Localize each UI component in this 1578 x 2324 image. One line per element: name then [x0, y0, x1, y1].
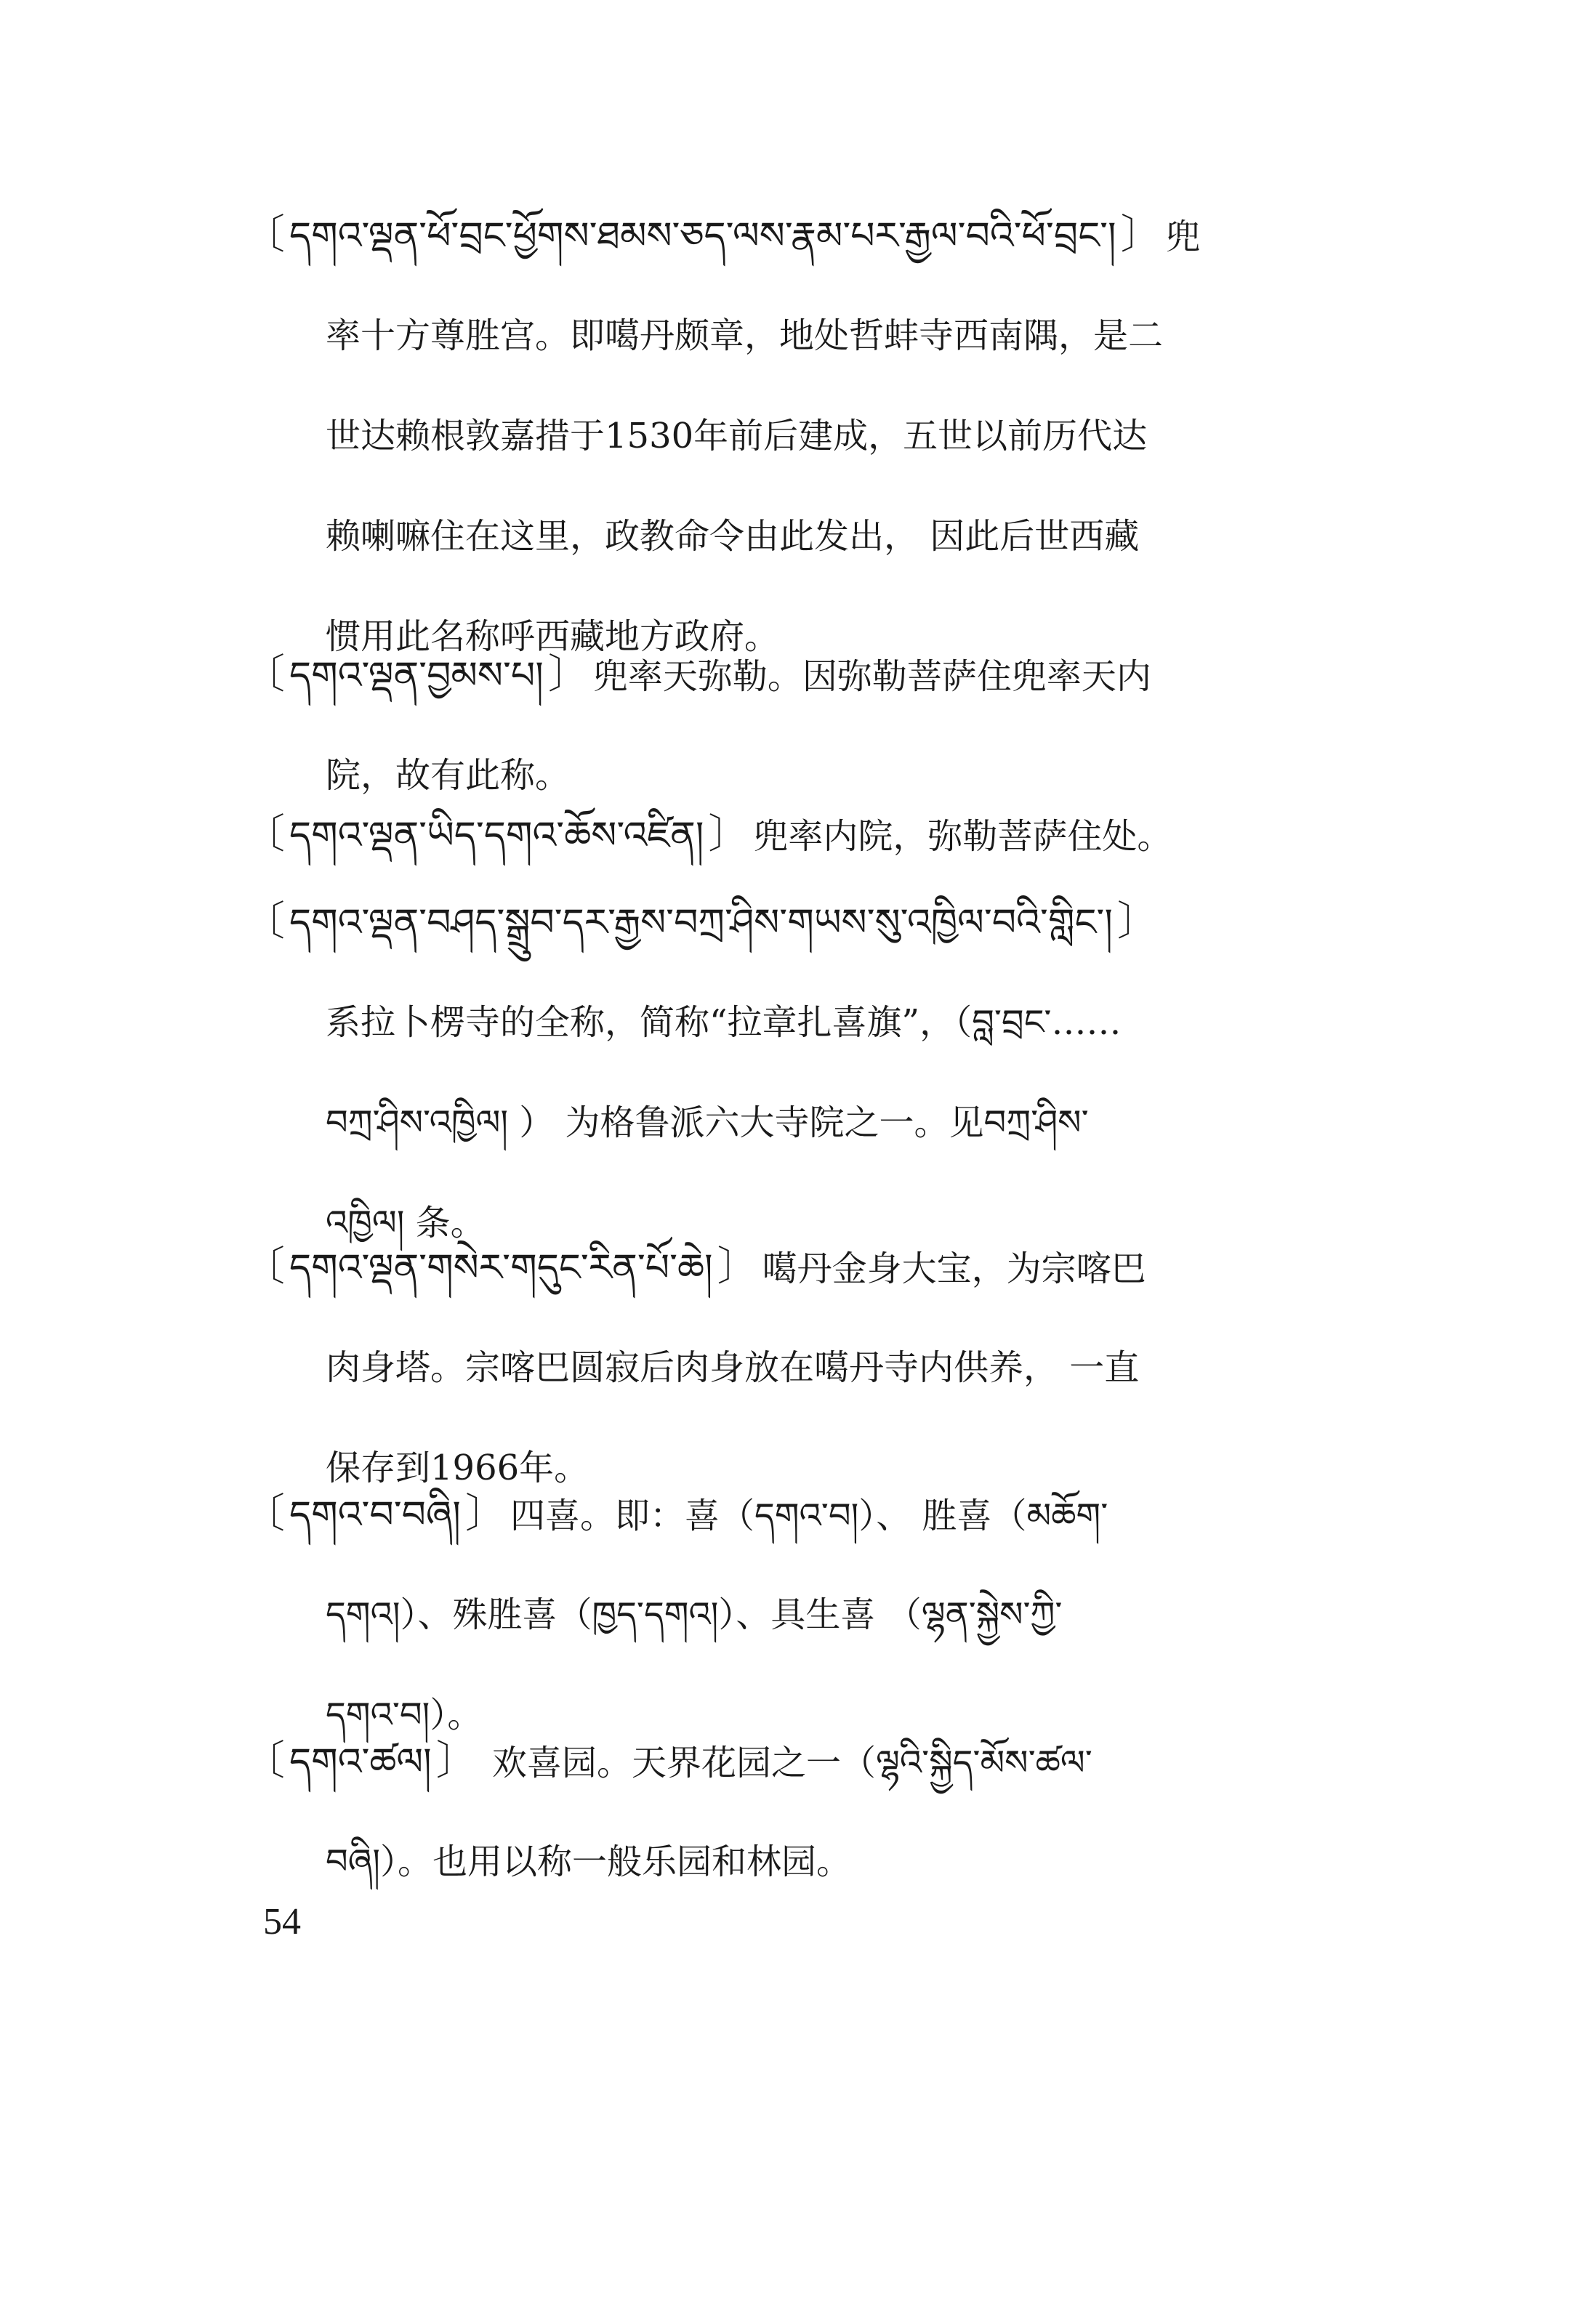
definition-line: 率十方尊胜宫。即噶丹颇章，地处哲蚌寺西南隅，是二 — [326, 315, 1164, 356]
definition-line: བཞི།）。也用以称一般乐园和林园。 — [326, 1841, 852, 1882]
entry-headword-line — [240, 872, 1359, 972]
definition-text: 欢喜园。天界花园之一（ལྷའི་སྐྱིད་མོས་ཚལ་ — [480, 1743, 1092, 1783]
definition-line: 赖喇嘛住在这里，政教命令由此发出， 因此后世西藏 — [326, 516, 1140, 557]
page-number: 54 — [263, 1901, 301, 1942]
close-bracket: 〕 — [717, 1243, 758, 1291]
definition-line: 世达赖根敦嘉措于1530年前后建成，五世以前历代达 — [326, 416, 1148, 456]
open-bracket: 〔 — [244, 1738, 285, 1785]
entry-headword-line — [240, 185, 1359, 286]
close-bracket: 〕 — [464, 1490, 506, 1538]
headword-tibetan: དགའ་ལྡན་བཤད་སྒྲུབ་དར་རྒྱས་བཀྲ་ཤིས་གཡས་སུ་འཁྱིལ་བའི་གླིང་། — [289, 901, 1113, 945]
definition-line: 保存到1966年。 — [326, 1448, 589, 1488]
definition-line: 肉身塔。宗喀巴圆寂后肉身放在噶丹寺内供养， 一直 — [326, 1347, 1140, 1388]
dictionary-entry-1 — [240, 185, 1359, 687]
open-bracket: 〔 — [244, 211, 285, 259]
definition-line: 系拉卜楞寺的全称，简称“拉章扎喜旗”，（བླ་བྲང་…… — [326, 1002, 1122, 1043]
definition-line: བཀྲ་ཤིས་འཁྱིལ། ） 为格鲁派六大寺院之一。见བཀྲ་ཤིས་ — [326, 1102, 1089, 1143]
headword-tibetan: དགའ་ཚལ། — [289, 1740, 432, 1784]
open-bracket: 〔 — [244, 651, 285, 698]
definition-line: 院，故有此称。 — [326, 755, 571, 796]
headword-tibetan: དགའ་ལྡན་ཕོ་བྲང་ཕྱོགས་ཐམས་ཅད་ལས་རྣམ་པར་རྒྱལ་བའི་ཕོ་བྲང་། — [289, 214, 1116, 258]
close-bracket: 〕 — [435, 1738, 477, 1785]
dictionary-entry-4 — [240, 872, 1359, 1273]
dictionary-entry-3 — [240, 785, 1359, 885]
definition-line: 惯用此名称呼西藏地方政府。 — [326, 616, 780, 657]
headword-tibetan: དགའ་ལྡན་བྱམས་པ། — [289, 654, 544, 698]
definition-line: དགའ།）、殊胜喜（ཁྱད་དགའ།）、具生喜 （ལྷན་སྐྱེས་ཀྱི་ — [326, 1594, 1063, 1635]
definition-text: 兜率内院，弥勒菩萨住处。 — [753, 816, 1172, 857]
entry-headword-line — [240, 785, 1359, 885]
open-bracket: 〔 — [244, 898, 285, 945]
definition-line: དགའ་བ།）。 — [326, 1695, 483, 1735]
headword-tibetan: དགའ་ལྡན་གསེར་གདུང་རིན་པོ་ཆེ། — [289, 1246, 713, 1290]
definition-text: 兜率天弥勒。因弥勒菩萨住兜率天内 — [592, 656, 1151, 697]
definition-text: 四喜。即：喜（དགའ་བ།）、 胜喜（མཆོག་ — [510, 1496, 1108, 1536]
headword-tibetan: དགའ་བ་བཞི། — [289, 1493, 461, 1537]
open-bracket: 〔 — [244, 1490, 285, 1538]
entry-headword-line — [240, 1711, 1359, 1812]
headword-tibetan: དགའ་ལྡན་ཡིད་དགའ་ཆོས་འཛིན། — [289, 814, 704, 858]
close-bracket: 〕 — [708, 811, 749, 858]
entry-headword-line — [240, 625, 1359, 725]
close-bracket: 〕 — [1116, 898, 1158, 945]
dictionary-entry-7 — [240, 1711, 1359, 1912]
entry-headword-line — [240, 1464, 1359, 1565]
open-bracket: 〔 — [244, 1243, 285, 1291]
close-bracket: 〕 — [1120, 211, 1162, 259]
definition-line: འཁྱིལ། 条。 — [326, 1203, 486, 1243]
definition-text: 噶丹金身大宝，为宗喀巴 — [762, 1248, 1146, 1289]
definition-text: 兜 — [1165, 217, 1201, 257]
entry-headword-line — [240, 1217, 1359, 1318]
open-bracket: 〔 — [244, 811, 285, 858]
close-bracket: 〕 — [547, 651, 589, 698]
